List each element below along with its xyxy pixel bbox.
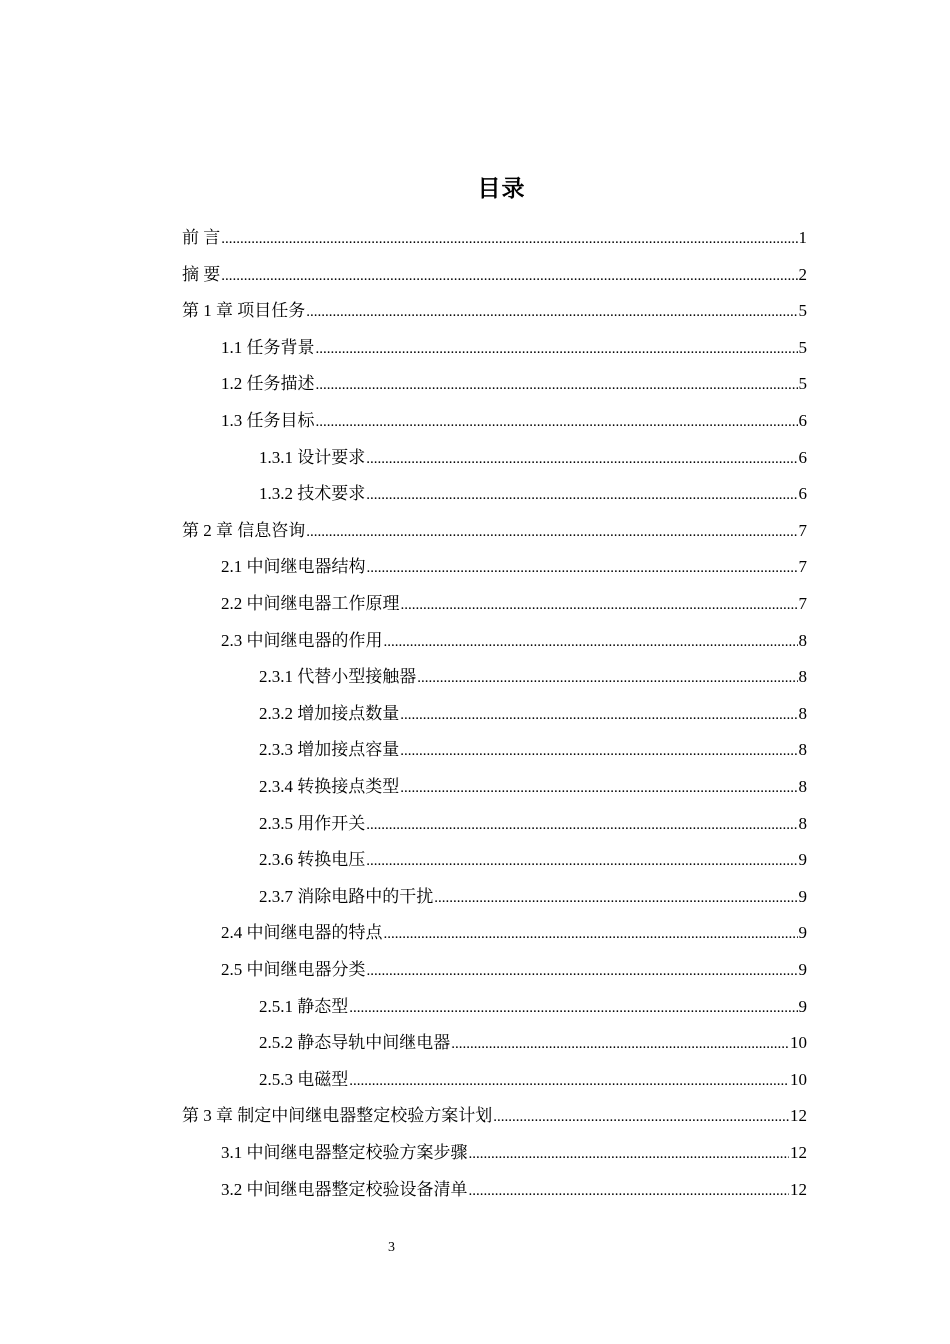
toc-entry-page: 7 <box>798 594 807 613</box>
toc-entry-title: 2.2 中间继电器工作原理 <box>221 594 400 613</box>
toc-entry[interactable] <box>182 226 807 250</box>
toc-entry-title: 2.3.1 代替小型接触器 <box>259 667 417 687</box>
toc-entry-title: 1.1 任务背景 <box>221 337 315 357</box>
toc-entry-page: 9 <box>798 886 807 906</box>
toc-entry[interactable] <box>221 555 807 579</box>
toc-entry-title: 2.3.2 增加接点数量 <box>259 703 400 723</box>
toc-entry[interactable] <box>221 1141 807 1165</box>
toc-leader-dots <box>417 666 797 690</box>
toc-entry-title: 2.3 中间继电器的作用 <box>221 630 383 650</box>
toc-entry[interactable] <box>221 409 807 433</box>
toc-leader-dots <box>401 593 798 617</box>
toc-leader-dots <box>384 922 798 946</box>
toc-leader-dots <box>400 776 797 800</box>
toc-entry-title: 第 2 章 信息咨询 <box>182 520 306 540</box>
toc-entry[interactable] <box>259 446 807 470</box>
toc-entry-page: 7 <box>798 520 807 540</box>
toc-leader-dots <box>451 1032 789 1056</box>
toc-entry-title: 2.3.7 消除电路中的干扰 <box>259 886 434 906</box>
toc-entry-page: 12 <box>790 1179 807 1199</box>
toc-entry[interactable] <box>259 702 807 726</box>
toc-entry-page: 7 <box>798 557 807 577</box>
toc-entry-title: 2.3.5 用作开关 <box>259 813 366 833</box>
toc-leader-dots <box>469 1179 790 1203</box>
toc-entry[interactable] <box>259 1068 807 1092</box>
toc-entry-page: 8 <box>798 777 807 796</box>
toc-leader-dots <box>316 373 798 397</box>
toc-entry-title: 2.5.1 静态型 <box>259 996 349 1016</box>
toc-leader-dots <box>221 227 797 251</box>
toc-entry-page: 6 <box>798 411 807 430</box>
toc-leader-dots <box>316 337 798 361</box>
toc-entry[interactable] <box>259 848 807 872</box>
toc-entry-page: 10 <box>790 1033 807 1053</box>
toc-leader-dots <box>306 300 797 324</box>
toc-entry[interactable] <box>259 482 807 506</box>
toc-leader-dots <box>349 996 797 1020</box>
toc-entry-title: 第 1 章 项目任务 <box>182 301 306 321</box>
toc-entry-title: 1.3.1 设计要求 <box>259 447 366 467</box>
toc-entry-title: 前 言 <box>182 228 221 247</box>
toc-entry-page: 9 <box>798 850 807 870</box>
toc-leader-dots <box>366 849 797 873</box>
toc-entry[interactable] <box>221 629 807 653</box>
toc-entry-title: 1.3 任务目标 <box>221 411 315 430</box>
toc-entry-page: 8 <box>798 630 807 650</box>
toc-entry-title: 摘 要 <box>182 264 221 284</box>
toc-entry-page: 8 <box>798 703 807 723</box>
toc-entry-page: 12 <box>790 1106 807 1126</box>
toc-entry-page: 9 <box>798 996 807 1016</box>
toc-leader-dots <box>349 1069 789 1093</box>
toc-entry[interactable] <box>259 1031 807 1055</box>
toc-entry[interactable] <box>182 519 807 543</box>
toc-entry-title: 第 3 章 制定中间继电器整定校验方案计划 <box>182 1106 493 1126</box>
toc-entry-page: 5 <box>798 337 807 357</box>
toc-entry[interactable] <box>182 263 807 287</box>
toc-entry[interactable] <box>221 336 807 360</box>
toc-entry-title: 2.1 中间继电器结构 <box>221 557 366 577</box>
toc-leader-dots <box>316 410 798 434</box>
toc-entry-title: 1.2 任务描述 <box>221 374 315 394</box>
toc-leader-dots <box>400 703 797 727</box>
toc-entry-page: 12 <box>790 1143 807 1162</box>
toc-leader-dots <box>469 1142 790 1166</box>
toc-entry-page: 8 <box>798 667 807 687</box>
toc-entry[interactable] <box>259 995 807 1019</box>
toc-entry-title: 2.3.6 转换电压 <box>259 850 366 870</box>
toc-leader-dots <box>221 264 797 288</box>
toc-entry-page: 5 <box>798 301 807 321</box>
toc-leader-dots <box>400 739 797 763</box>
toc-entry[interactable] <box>259 775 807 799</box>
toc-entry-page: 1 <box>798 228 807 247</box>
toc-entry-title: 2.4 中间继电器的特点 <box>221 923 383 943</box>
toc-leader-dots <box>366 483 797 507</box>
page-number: 3 <box>388 1240 395 1255</box>
toc-leader-dots <box>306 520 797 544</box>
toc-entry-title: 2.3.4 转换接点类型 <box>259 777 400 796</box>
toc-entry-page: 9 <box>798 960 807 979</box>
toc-leader-dots <box>493 1105 789 1129</box>
toc-entry[interactable] <box>259 738 807 762</box>
toc-entry-title: 3.2 中间继电器整定校验设备清单 <box>221 1179 468 1199</box>
toc-entry-title: 3.1 中间继电器整定校验方案步骤 <box>221 1143 468 1162</box>
toc-entry-title: 2.5 中间继电器分类 <box>221 960 366 979</box>
toc-leader-dots <box>367 556 798 580</box>
toc-entry[interactable] <box>221 1178 807 1202</box>
toc-entry[interactable] <box>259 885 807 909</box>
toc-entry-title: 2.5.3 电磁型 <box>259 1069 349 1089</box>
toc-entry-title: 2.3.3 增加接点容量 <box>259 740 400 760</box>
toc-leader-dots <box>366 813 797 837</box>
toc-entry-page: 8 <box>798 813 807 833</box>
toc-entry-page: 2 <box>798 264 807 284</box>
toc-title: 目录 <box>477 176 526 202</box>
toc-entry-page: 8 <box>798 740 807 760</box>
toc-leader-dots <box>366 447 797 471</box>
toc-entry-page: 9 <box>798 923 807 943</box>
toc-entry[interactable] <box>259 665 807 689</box>
toc-entry-title: 2.5.2 静态导轨中间继电器 <box>259 1033 451 1053</box>
toc-entry[interactable] <box>221 921 807 945</box>
toc-entry-page: 5 <box>798 374 807 394</box>
toc-leader-dots <box>434 886 797 910</box>
toc-entry-page: 10 <box>790 1069 807 1089</box>
toc-leader-dots <box>384 630 798 654</box>
toc-entry[interactable] <box>182 299 807 323</box>
toc-entry-page: 6 <box>798 484 807 504</box>
toc-entry[interactable] <box>221 372 807 396</box>
toc-entry[interactable] <box>259 812 807 836</box>
toc-entry[interactable] <box>182 1104 807 1128</box>
toc-leader-dots <box>367 959 798 983</box>
toc-entry[interactable] <box>221 958 807 982</box>
toc-entry-page: 6 <box>798 447 807 467</box>
toc-entry-title: 1.3.2 技术要求 <box>259 484 366 504</box>
toc-entry[interactable] <box>221 592 807 616</box>
